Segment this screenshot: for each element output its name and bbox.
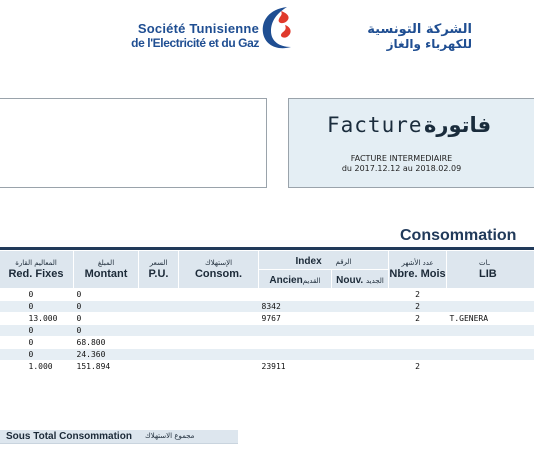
col-nbre-mois-fr: Nbre. Mois — [389, 268, 446, 280]
cell-ancien: 8342 — [259, 301, 332, 313]
cell-libelle: T.GENERA — [447, 313, 534, 325]
cell-red-fixes: 0 — [0, 301, 74, 313]
col-red-fixes — [0, 251, 74, 289]
col-nouv-fr: Nouv. — [336, 275, 364, 286]
cell-nbre-mois — [389, 337, 447, 349]
cell-pu — [139, 325, 179, 337]
col-ancien-ar: القديم — [302, 277, 321, 285]
cell-pu — [139, 349, 179, 361]
col-nbre-mois-ar: عدد الأشهر — [401, 259, 434, 267]
cell-ancien — [259, 289, 332, 301]
table-row — [0, 313, 534, 325]
steg-logo-icon — [257, 3, 299, 53]
cell-nouv — [332, 361, 389, 373]
cell-ancien — [259, 349, 332, 361]
cell-consom — [179, 361, 259, 373]
cell-libelle — [447, 349, 534, 361]
company-name-fr — [114, 22, 259, 50]
company-name-ar — [302, 22, 472, 52]
col-libelle-ar: ـات — [479, 259, 490, 267]
cell-montant: 0 — [74, 313, 139, 325]
cell-red-fixes: 0 — [0, 289, 74, 301]
cell-nbre-mois — [389, 349, 447, 361]
invoice-type: FACTURE INTERMEDIAIRE — [350, 154, 453, 163]
subtotal-label-fr: Sous Total Consommation — [6, 431, 132, 442]
cell-libelle — [447, 361, 534, 373]
table-row — [0, 289, 534, 301]
col-index-ar: الرقم — [335, 258, 352, 266]
col-libelle-fr: LIB — [479, 268, 497, 280]
cell-montant: 151.894 — [74, 361, 139, 373]
section-title: Consommation — [400, 227, 517, 244]
invoice-period: du 2017.12.12 au 2018.02.09 — [341, 164, 462, 173]
subtotal-bar — [0, 430, 238, 444]
cell-red-fixes: 0 — [0, 349, 74, 361]
cell-nouv — [332, 349, 389, 361]
company-name-fr-line1: Société Tunisienne — [137, 21, 259, 36]
col-nouv-ar: الجديد — [365, 277, 384, 285]
cell-nbre-mois — [389, 325, 447, 337]
cell-montant: 68.800 — [74, 337, 139, 349]
cell-consom — [179, 301, 259, 313]
col-ancien-fr: Ancien — [269, 275, 303, 286]
cell-libelle — [447, 301, 534, 313]
table-row — [0, 349, 534, 361]
cell-ancien — [259, 337, 332, 349]
consumption-table — [0, 250, 534, 373]
col-pu-fr: P.U. — [148, 268, 169, 280]
col-red-fixes-ar: المعاليم القارة — [15, 259, 57, 267]
col-red-fixes-fr: Red. Fixes — [8, 268, 64, 280]
cell-pu — [139, 361, 179, 373]
col-libelle — [447, 251, 534, 289]
cell-montant: 24.360 — [74, 349, 139, 361]
col-montant-ar: المبلغ — [97, 259, 115, 267]
cell-libelle — [447, 289, 534, 301]
cell-nbre-mois: 2 — [389, 313, 447, 325]
cell-red-fixes: 13.000 — [0, 313, 74, 325]
col-pu — [139, 251, 179, 289]
col-consom-fr: Consom. — [194, 268, 243, 280]
cell-nouv — [332, 337, 389, 349]
cell-montant: 0 — [74, 301, 139, 313]
company-name-fr-line2: de l'Electricité et du Gaz — [131, 36, 259, 50]
col-consom — [179, 251, 259, 289]
cell-nouv — [332, 313, 389, 325]
cell-nouv — [332, 301, 389, 313]
cell-consom — [179, 325, 259, 337]
subtotal-label-ar: مجموع الاستهلاك — [145, 432, 195, 440]
col-pu-ar: السعر — [149, 259, 168, 267]
col-index — [259, 251, 389, 270]
col-montant-fr: Montant — [84, 268, 128, 280]
cell-nouv — [332, 289, 389, 301]
invoice-title-box — [288, 98, 534, 188]
col-index-fr: Index — [295, 256, 322, 267]
cell-pu — [139, 337, 179, 349]
table-row — [0, 301, 534, 313]
company-name-ar-line1: الشركة التونسية — [367, 22, 472, 37]
cell-libelle — [447, 337, 534, 349]
col-montant — [74, 251, 139, 289]
cell-montant: 0 — [74, 325, 139, 337]
cell-red-fixes: 1.000 — [0, 361, 74, 373]
col-nouv — [332, 270, 389, 289]
cell-ancien — [259, 325, 332, 337]
cell-consom — [179, 349, 259, 361]
cell-consom — [179, 337, 259, 349]
col-consom-ar: الإستهلاك — [204, 259, 233, 267]
cell-montant: 0 — [74, 289, 139, 301]
col-nbre-mois — [389, 251, 447, 289]
cell-nbre-mois: 2 — [389, 361, 447, 373]
cell-consom — [179, 289, 259, 301]
customer-info-box — [0, 98, 267, 188]
cell-consom — [179, 313, 259, 325]
cell-libelle — [447, 325, 534, 337]
cell-nouv — [332, 325, 389, 337]
cell-pu — [139, 313, 179, 325]
cell-pu — [139, 289, 179, 301]
cell-nbre-mois: 2 — [389, 301, 447, 313]
cell-red-fixes: 0 — [0, 337, 74, 349]
cell-nbre-mois: 2 — [389, 289, 447, 301]
company-name-ar-line2: للكهرباء والغاز — [386, 37, 472, 51]
cell-ancien: 23911 — [259, 361, 332, 373]
table-row — [0, 361, 534, 373]
table-row — [0, 337, 534, 349]
table-row — [0, 325, 534, 337]
invoice-title-fr: Facture — [327, 113, 423, 137]
col-ancien — [259, 270, 332, 289]
cell-ancien: 9767 — [259, 313, 332, 325]
cell-pu — [139, 301, 179, 313]
cell-red-fixes: 0 — [0, 325, 74, 337]
invoice-title-ar: فاتورة — [424, 113, 492, 137]
